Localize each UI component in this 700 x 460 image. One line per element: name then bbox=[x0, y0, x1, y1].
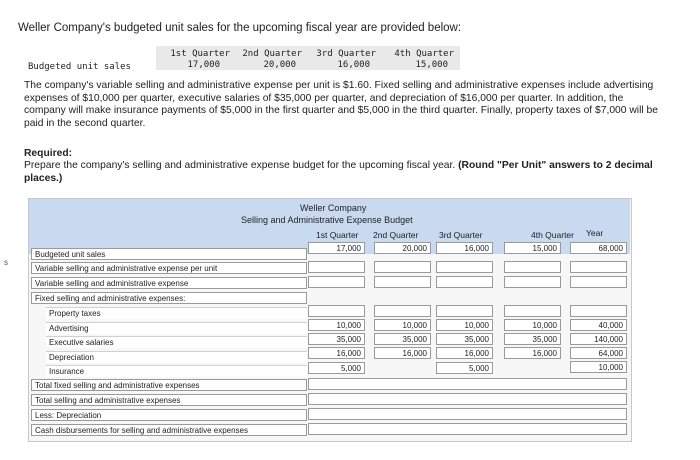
salaries-q4[interactable]: 35,000 bbox=[504, 333, 561, 345]
row-variable-per-unit: Variable selling and administrative expense per unit bbox=[31, 262, 307, 274]
row-depreciation: Depreciation bbox=[46, 351, 307, 363]
input-less-depreciation-row[interactable] bbox=[308, 408, 627, 420]
advertising-q2[interactable]: 10,000 bbox=[374, 319, 431, 331]
given-q1-value: 17,000 bbox=[187, 60, 220, 70]
advertising-q4[interactable]: 10,000 bbox=[504, 319, 561, 331]
given-row-label: Budgeted unit sales bbox=[28, 62, 131, 72]
depreciation-q3[interactable]: 16,000 bbox=[436, 347, 493, 359]
insurance-year[interactable]: 10,000 bbox=[570, 361, 627, 373]
input-per-unit-q1[interactable] bbox=[308, 261, 365, 273]
unit-sales-q2: 20,000 bbox=[374, 242, 431, 254]
advertising-year[interactable]: 40,000 bbox=[570, 319, 627, 331]
input-property-taxes-year[interactable] bbox=[570, 305, 627, 317]
input-variable-q1[interactable] bbox=[308, 276, 365, 288]
row-less-depreciation: Less: Depreciation bbox=[31, 409, 307, 421]
input-per-unit-q3[interactable] bbox=[436, 261, 493, 273]
row-fixed-header: Fixed selling and administrative expenses: bbox=[31, 292, 307, 304]
row-variable-expense: Variable selling and administrative expense bbox=[31, 277, 307, 289]
insurance-q3[interactable]: 5,000 bbox=[436, 362, 493, 374]
input-total-fixed-row[interactable] bbox=[308, 378, 627, 390]
required-instruction: Prepare the company's selling and administrative expense budget for the upcoming fiscal year. bbox=[24, 160, 456, 171]
given-q4-header: 4th Quarter bbox=[394, 49, 454, 59]
input-variable-q2[interactable] bbox=[374, 276, 431, 288]
input-variable-year[interactable] bbox=[570, 276, 627, 288]
required-heading: Required: bbox=[24, 148, 73, 159]
given-q4-value: 15,000 bbox=[415, 60, 448, 70]
unit-sales-q1: 17,000 bbox=[308, 242, 365, 254]
given-q1-header: 1st Quarter bbox=[170, 49, 230, 59]
salaries-q3[interactable]: 35,000 bbox=[436, 333, 493, 345]
salaries-q2[interactable]: 35,000 bbox=[374, 333, 431, 345]
unit-sales-q4: 15,000 bbox=[504, 242, 561, 254]
margin-mark: s bbox=[4, 258, 8, 267]
input-per-unit-q2[interactable] bbox=[374, 261, 431, 273]
depreciation-q4[interactable]: 16,000 bbox=[504, 347, 561, 359]
row-budgeted-unit-sales: Budgeted unit sales bbox=[31, 248, 307, 260]
row-cash-disbursements: Cash disbursements for selling and administrative expenses bbox=[31, 424, 307, 436]
col-header-q2: 2nd Quarter bbox=[373, 230, 419, 240]
rounding-note: (Round "Per Unit" answers to 2 decimal places.) bbox=[24, 160, 653, 184]
salaries-q1[interactable]: 35,000 bbox=[308, 333, 365, 345]
given-q3-value: 16,000 bbox=[337, 60, 370, 70]
row-total-selling-admin: Total selling and administrative expenses bbox=[31, 394, 307, 406]
input-per-unit-year[interactable] bbox=[570, 261, 627, 273]
insurance-q1[interactable]: 5,000 bbox=[308, 362, 365, 374]
col-header-q4: 4th Quarter bbox=[531, 230, 574, 240]
input-variable-q3[interactable] bbox=[436, 276, 493, 288]
input-per-unit-q4[interactable] bbox=[504, 261, 561, 273]
col-header-q1: 1st Quarter bbox=[316, 230, 359, 240]
input-property-taxes-q4[interactable] bbox=[504, 305, 561, 317]
unit-sales-year: 68,000 bbox=[570, 242, 627, 254]
company-name: Weller Company bbox=[300, 203, 367, 213]
advertising-q1[interactable]: 10,000 bbox=[308, 319, 365, 331]
depreciation-year[interactable]: 64,000 bbox=[570, 347, 627, 359]
row-total-fixed: Total fixed selling and administrative expenses bbox=[31, 379, 307, 391]
problem-paragraph: The company's variable selling and administrative expense per unit is $1.60. Fixed selling and administrative expenses include advertising expenses of $10,000 per quarter, executive salaries of $35,000 per quarter, and depreciation of $16,000 per quarter. In addition, the company will make insurance payments of $5,000 in the first quarter and $5,000 in the third quarter. Finally, property taxes of $7,000 will be paid in the second quarter. bbox=[24, 80, 658, 129]
row-property-taxes: Property taxes bbox=[46, 307, 307, 319]
advertising-q3[interactable]: 10,000 bbox=[436, 319, 493, 331]
row-advertising: Advertising bbox=[46, 322, 307, 334]
budget-title: Selling and Administrative Expense Budget bbox=[241, 215, 413, 225]
row-executive-salaries: Executive salaries bbox=[46, 336, 307, 348]
required-text bbox=[24, 160, 664, 185]
unit-sales-q3: 16,000 bbox=[436, 242, 493, 254]
depreciation-q1[interactable]: 16,000 bbox=[308, 347, 365, 359]
input-property-taxes-q2[interactable] bbox=[374, 305, 431, 317]
row-insurance: Insurance bbox=[46, 365, 307, 377]
given-q2-header: 2nd Quarter bbox=[242, 49, 302, 59]
col-header-q3: 3rd Quarter bbox=[439, 230, 483, 240]
input-property-taxes-q3[interactable] bbox=[436, 305, 493, 317]
col-header-year: Year bbox=[586, 228, 604, 238]
depreciation-q2[interactable]: 16,000 bbox=[374, 347, 431, 359]
given-q3-header: 3rd Quarter bbox=[316, 49, 376, 59]
given-q2-value: 20,000 bbox=[263, 60, 296, 70]
input-variable-q4[interactable] bbox=[504, 276, 561, 288]
input-property-taxes-q1[interactable] bbox=[308, 305, 365, 317]
input-total-selling-row[interactable] bbox=[308, 393, 627, 405]
salaries-year[interactable]: 140,000 bbox=[570, 333, 627, 345]
input-cash-disbursements-row[interactable] bbox=[308, 423, 627, 435]
intro-text: Weller Company's budgeted unit sales for the upcoming fiscal year are provided below: bbox=[18, 22, 462, 34]
